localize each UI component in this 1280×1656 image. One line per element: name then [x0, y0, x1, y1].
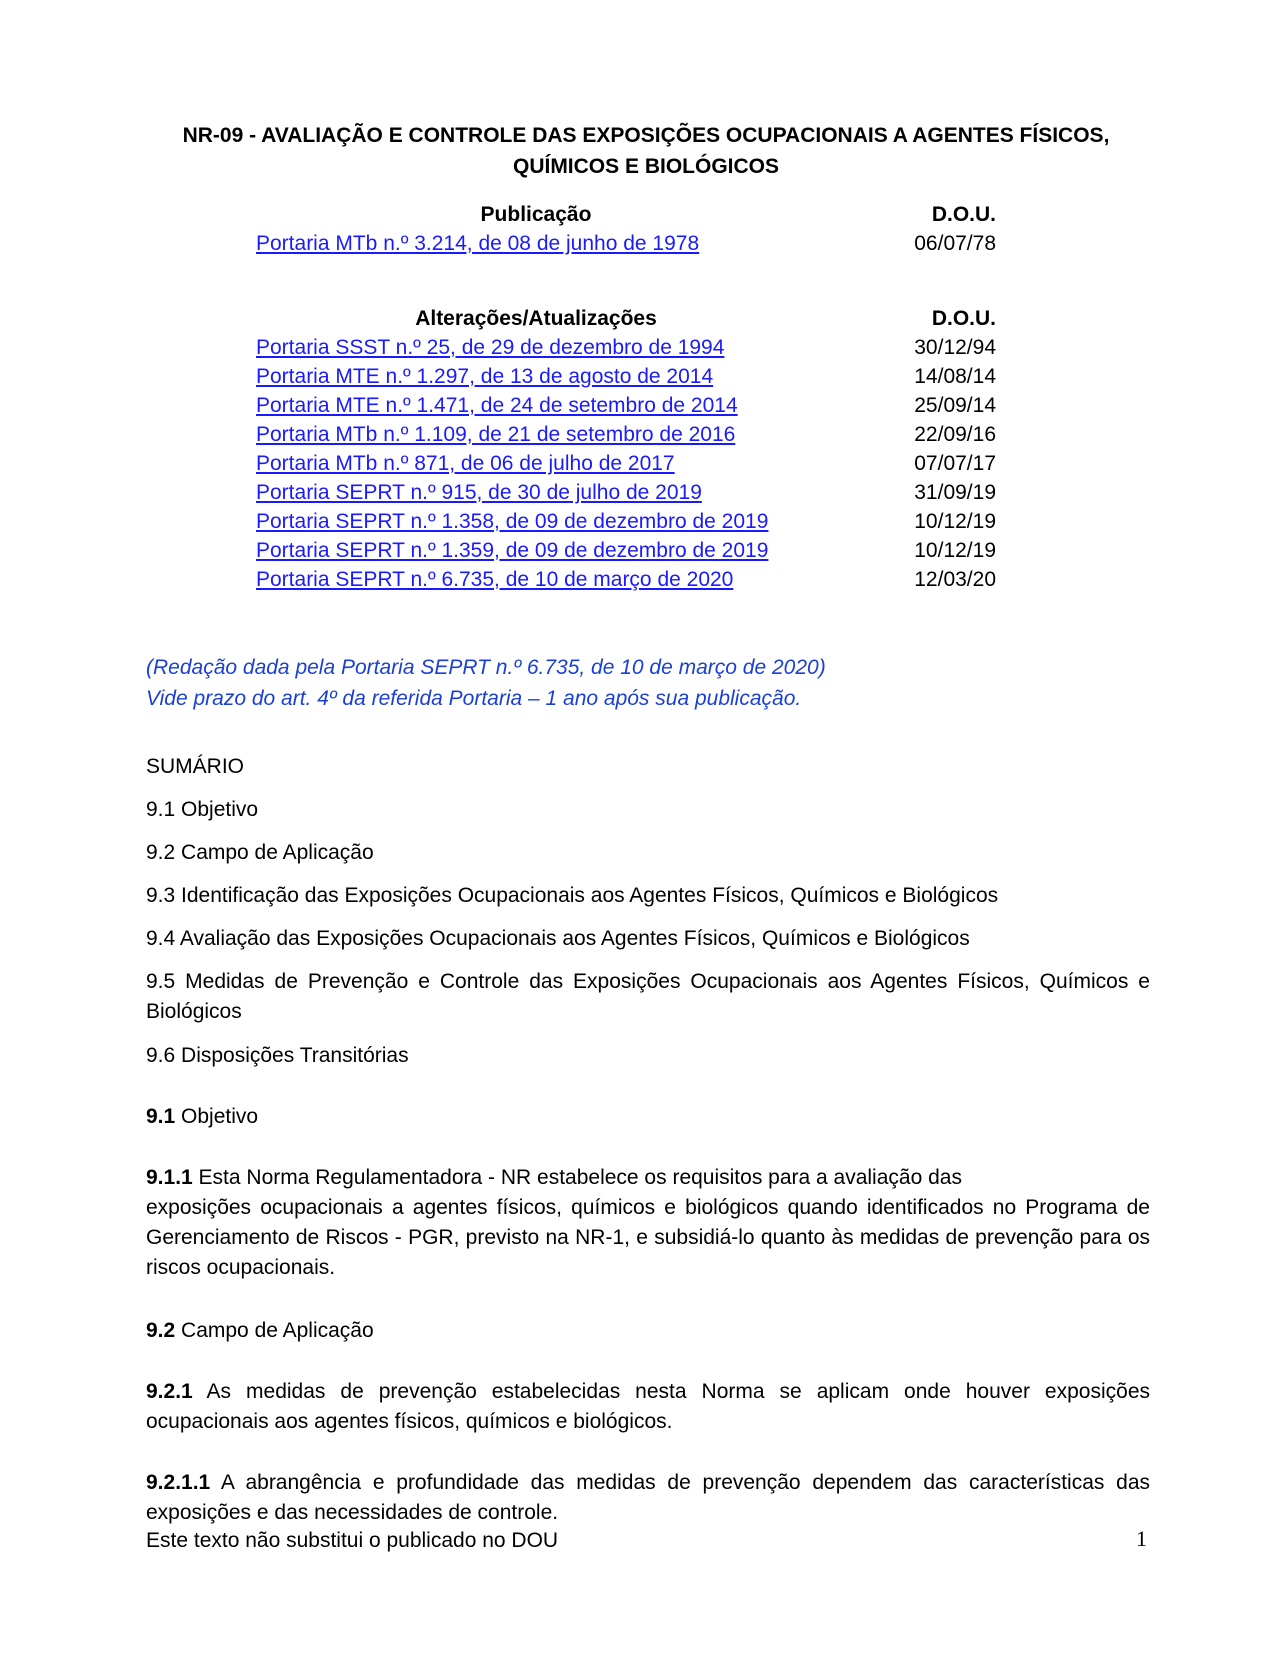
amendment-row	[256, 565, 996, 595]
footer-disclaimer: Este texto não substitui o publicado no DOU	[146, 1529, 559, 1552]
paragraph-text: A abrangência e profundidade das medidas de prevenção dependem das características das exposições e das necessidades de controle.	[146, 1471, 1150, 1524]
amendment-link[interactable]: Portaria SSST n.º 25, de 29 de dezembro de 1994	[256, 336, 725, 359]
amendments-header-label: Alterações/Atualizações	[415, 307, 657, 330]
amendments-header	[256, 304, 996, 334]
title-line-1: NR-09 - AVALIAÇÃO E CONTROLE DAS EXPOSIÇÕES OCUPACIONAIS A AGENTES FÍSICOS,	[182, 124, 1110, 147]
section-9-1-1	[146, 1163, 1150, 1283]
publication-row	[256, 229, 996, 259]
amendment-date: 10/12/19	[914, 539, 996, 562]
section-9-2-heading	[146, 1316, 1150, 1346]
redaction-note: (Redação dada pela Portaria SEPRT n.º 6.735, de 10 de março de 2020)	[146, 656, 826, 679]
amendment-date: 07/07/17	[914, 452, 996, 475]
amendment-link[interactable]: Portaria MTb n.º 871, de 06 de julho de 2017	[256, 452, 675, 475]
amendment-date: 14/08/14	[914, 365, 996, 388]
section-title: Objetivo	[175, 1105, 259, 1128]
publication-header-label: Publicação	[480, 203, 592, 226]
amendment-row	[256, 478, 996, 508]
summary-item: 9.1 Objetivo	[146, 798, 259, 821]
amendment-date: 31/09/19	[914, 481, 996, 504]
paragraph-continuation: exposições ocupacionais a agentes físicos, químicos e biológicos quando identificados no Programa de Gerenciamento de Riscos - PGR, previsto na NR-1, e subsidiá-lo quanto às medidas de prevenção para os riscos ocupacionais.	[146, 1196, 1150, 1279]
summary-heading: SUMÁRIO	[146, 755, 245, 778]
amendment-row	[256, 420, 996, 450]
amendment-link[interactable]: Portaria MTE n.º 1.471, de 24 de setembro de 2014	[256, 394, 738, 417]
paragraph-first-line	[146, 1163, 1150, 1193]
paragraph-text: Esta Norma Regulamentadora - NR estabelece os requisitos para a avaliação das	[192, 1166, 962, 1189]
section-number: 9.2	[146, 1319, 176, 1342]
title-line-2: QUÍMICOS E BIOLÓGICOS	[512, 155, 780, 178]
amendment-link[interactable]: Portaria SEPRT n.º 1.359, de 09 de dezembro de 2019	[256, 539, 769, 562]
amendment-link[interactable]: Portaria MTb n.º 1.109, de 21 de setembro de 2016	[256, 423, 736, 446]
amendment-date: 12/03/20	[914, 568, 996, 591]
summary-item: 9.5 Medidas de Prevenção e Controle das Exposições Ocupacionais aos Agentes Físicos, Químicos e Biológicos	[146, 970, 1150, 1023]
paragraph-text: As medidas de prevenção estabelecidas nesta Norma se aplicam onde houver exposições ocupacionais aos agentes físicos, químicos e biológicos.	[146, 1380, 1150, 1433]
amendment-date: 30/12/94	[914, 336, 996, 359]
amendment-row	[256, 362, 996, 392]
section-9-2-1	[146, 1377, 1150, 1437]
section-number: 9.1.1	[146, 1166, 193, 1189]
amendment-link[interactable]: Portaria MTE n.º 1.297, de 13 de agosto de 2014	[256, 365, 714, 388]
amendment-row	[256, 507, 996, 537]
section-number: 9.2.1	[146, 1380, 193, 1403]
page-number: 1	[1136, 1526, 1147, 1551]
publication-link[interactable]: Portaria MTb n.º 3.214, de 08 de junho de 1978	[256, 232, 700, 255]
amendment-row	[256, 333, 996, 363]
publication-date: 06/07/78	[914, 232, 996, 255]
document-title	[146, 120, 1146, 182]
amendment-link[interactable]: Portaria SEPRT n.º 6.735, de 10 de março de 2020	[256, 568, 734, 591]
amendment-date: 22/09/16	[914, 423, 996, 446]
amendment-link[interactable]: Portaria SEPRT n.º 1.358, de 09 de dezembro de 2019	[256, 510, 769, 533]
section-9-1-heading	[146, 1102, 1150, 1132]
amendment-date: 10/12/19	[914, 510, 996, 533]
amendment-row	[256, 391, 996, 421]
summary-item: 9.2 Campo de Aplicação	[146, 841, 374, 864]
section-9-2-1-1	[146, 1468, 1150, 1528]
publication-header-dou: D.O.U.	[931, 203, 996, 226]
summary-item: 9.6 Disposições Transitórias	[146, 1044, 409, 1067]
amendments-header-dou: D.O.U.	[931, 307, 996, 330]
amendment-row	[256, 536, 996, 566]
deadline-note: Vide prazo do art. 4º da referida Portaria – 1 ano após sua publicação.	[146, 687, 802, 710]
section-number: 9.2.1.1	[146, 1471, 211, 1494]
amendment-link[interactable]: Portaria SEPRT n.º 915, de 30 de julho de 2019	[256, 481, 702, 504]
section-title: Campo de Aplicação	[175, 1319, 374, 1342]
publication-header	[256, 200, 996, 230]
summary-item: 9.3 Identificação das Exposições Ocupacionais aos Agentes Físicos, Químicos e Biológicos	[146, 884, 999, 907]
amendment-row	[256, 449, 996, 479]
summary-item: 9.4 Avaliação das Exposições Ocupacionais aos Agentes Físicos, Químicos e Biológicos	[146, 927, 970, 950]
section-number: 9.1	[146, 1105, 176, 1128]
amendment-date: 25/09/14	[914, 394, 996, 417]
